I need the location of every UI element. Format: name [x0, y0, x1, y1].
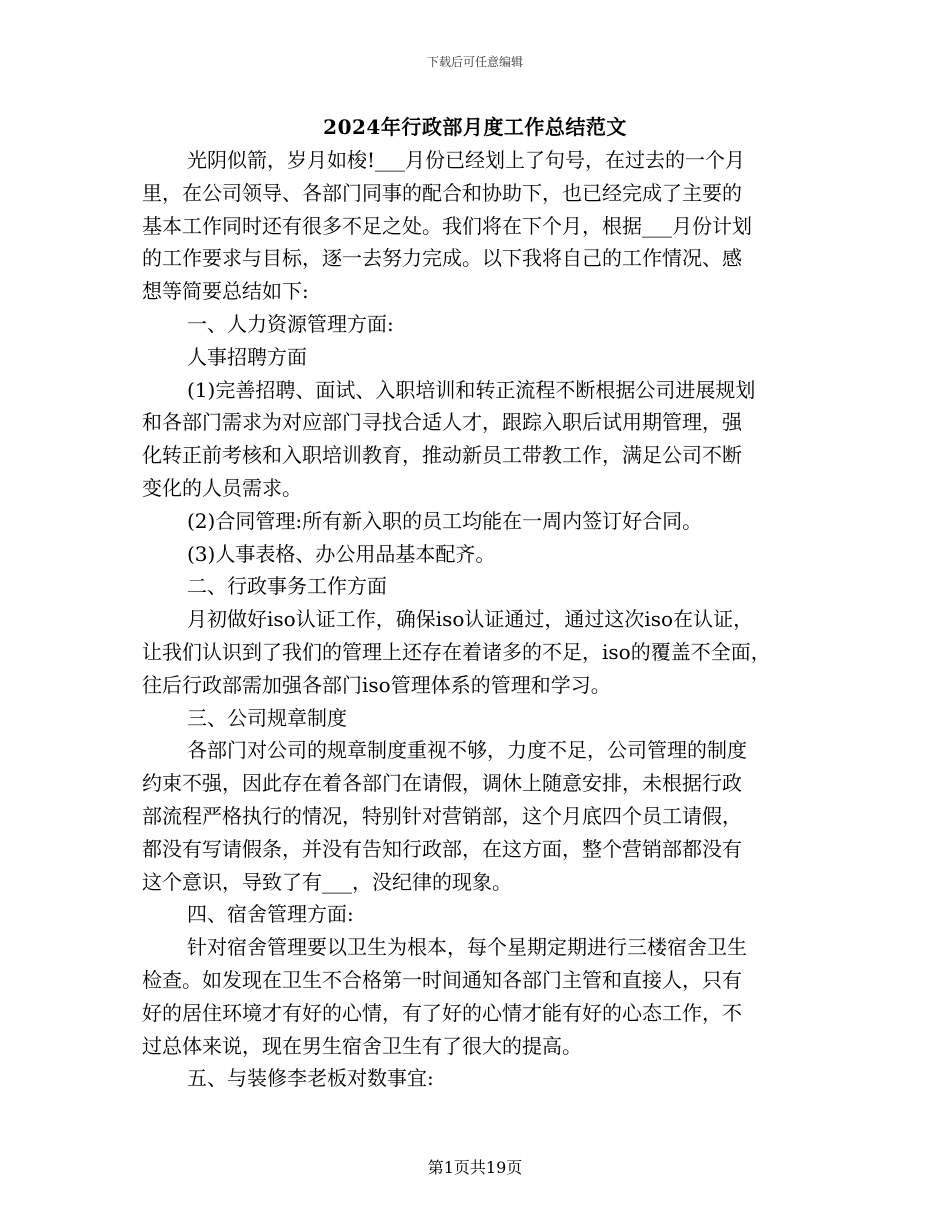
body-line: 针对宿舍管理要以卫生为根本，每个星期定期进行三楼宿舍卫生: [187, 935, 747, 960]
body-line: 四、宿舍管理方面:: [187, 902, 354, 927]
body-line: 基本工作同时还有很多不足之处。我们将在下个月，根据___月份计划: [142, 213, 752, 238]
body-line: 里，在公司领导、各部门同事的配合和协助下，也已经完成了主要的: [142, 180, 742, 205]
body-line: 和各部门需求为对应部门寻找合适人才，跟踪入职后试用期管理，强: [142, 410, 742, 435]
body-line: 过总体来说，现在男生宿舍卫生有了很大的提高。: [142, 1033, 582, 1058]
body-line: 一、人力资源管理方面:: [187, 311, 394, 336]
body-line: 变化的人员需求。: [142, 475, 302, 500]
body-line: 这个意识，导致了有___，没纪律的现象。: [142, 869, 512, 894]
page-header-note: 下载后可任意编辑: [426, 55, 523, 69]
body-line: (2)合同管理:所有新入职的员工均能在一周内签订好合同。: [187, 508, 703, 533]
body-line: 好的居住环境才有好的心情，有了好的心情才能有好的心态工作，不: [142, 1000, 742, 1025]
page-number: 第1页共19页: [427, 1158, 523, 1177]
body-line: 三、公司规章制度: [187, 705, 347, 730]
body-line: 部流程严格执行的情况，特别针对营销部，这个月底四个员工请假，: [142, 803, 742, 828]
body-line: 月初做好iso认证工作，确保iso认证通过，通过这次iso在认证，: [187, 607, 754, 632]
body-line: (1)完善招聘、面试、入职培训和转正流程不断根据公司进展规划: [187, 377, 756, 402]
document-title: 2024年行政部月度工作总结范文: [323, 115, 627, 139]
body-line: 化转正前考核和入职培训教育，推动新员工带教工作，满足公司不断: [142, 443, 742, 468]
body-line: 各部门对公司的规章制度重视不够，力度不足，公司管理的制度: [187, 738, 747, 763]
body-line: 约束不强，因此存在着各部门在请假，调休上随意安排，未根据行政: [142, 771, 742, 796]
body-line: 二、行政事务工作方面: [187, 574, 387, 599]
body-line: 五、与装修李老板对数事宜:: [187, 1066, 434, 1091]
body-line: 光阴似箭，岁月如梭!___月份已经划上了句号，在过去的一个月: [187, 148, 746, 172]
document-body: [142, 144, 832, 1095]
body-line: 人事招聘方面: [187, 344, 307, 369]
body-line: 往后行政部需加强各部门iso管理体系的管理和学习。: [142, 672, 611, 697]
body-line: 想等简要总结如下:: [142, 279, 309, 304]
body-line: 让我们认识到了我们的管理上还存在着诸多的不足，iso的覆盖不全面，: [142, 639, 771, 664]
body-line: 的工作要求与目标，逐一去努力完成。以下我将自己的工作情况、感: [142, 246, 742, 271]
body-line: 检查。如发现在卫生不合格第一时间通知各部门主管和直接人，只有: [142, 967, 742, 992]
body-line: 都没有写请假条，并没有告知行政部，在这方面，整个营销部都没有: [142, 836, 742, 861]
body-line: (3)人事表格、办公用品基本配齐。: [187, 541, 496, 566]
